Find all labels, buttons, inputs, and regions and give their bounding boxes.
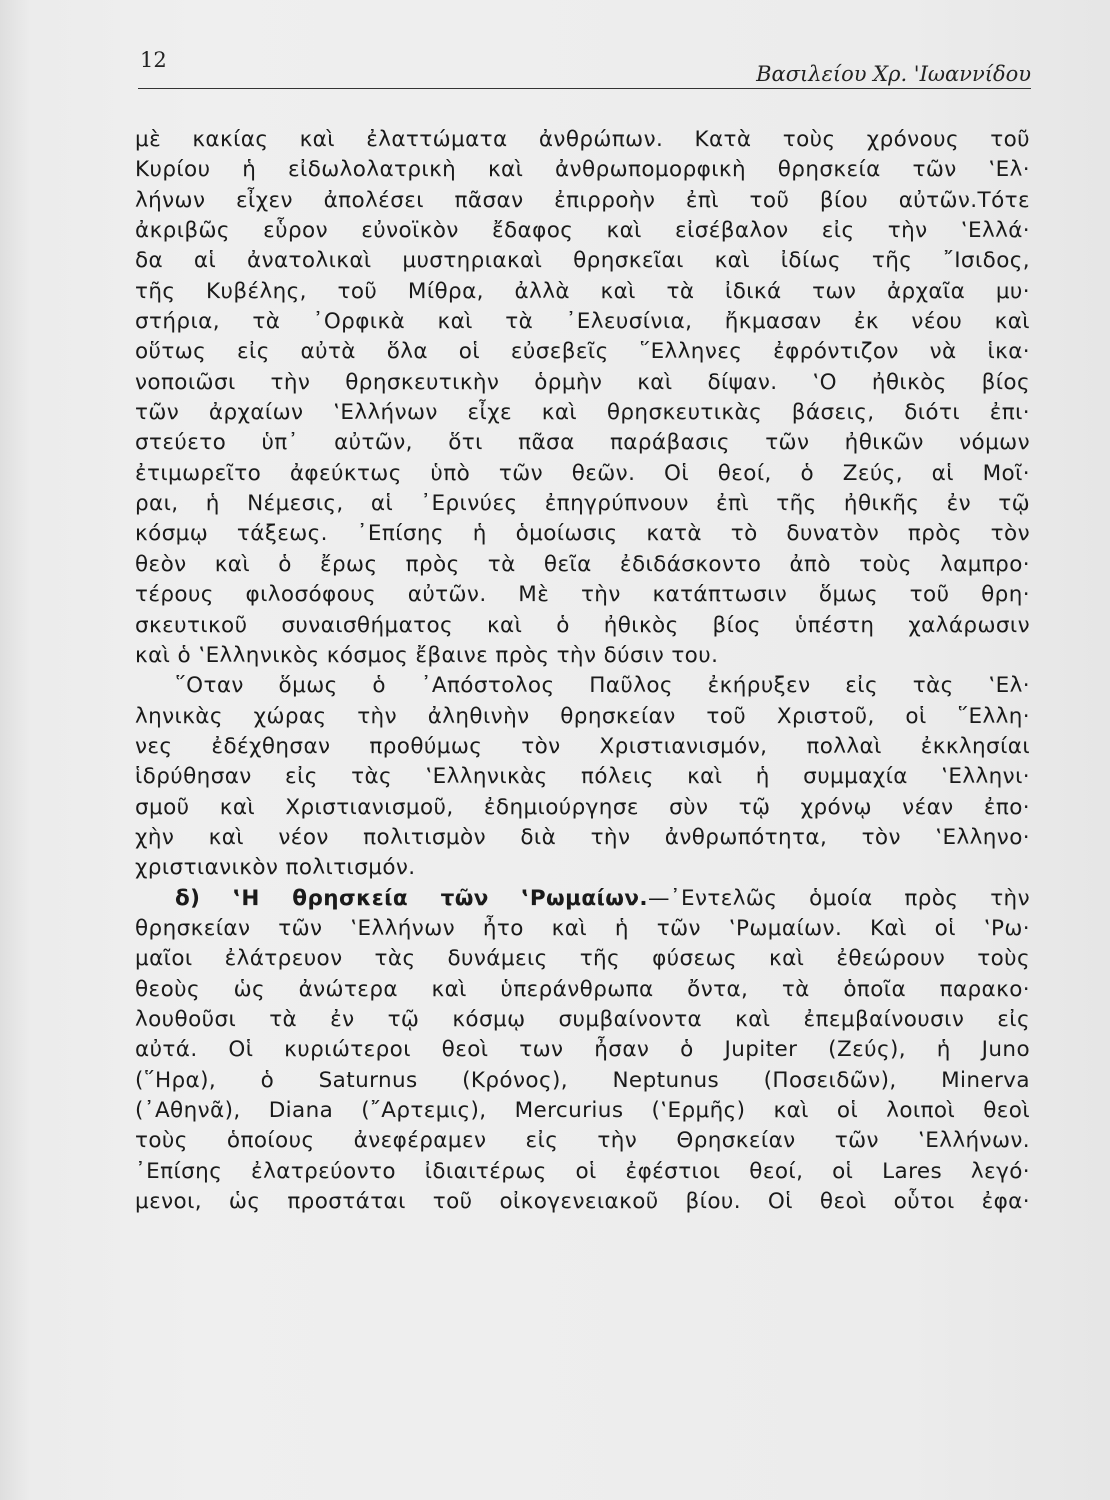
text-line: θεοὺς ὡς ἀνώτερα καὶ ὑπεράνθρωπα ὄντα, τὰ ὁποῖα παρακο· (135, 976, 1030, 1002)
text-line: νες ἐδέχθησαν προθύμως τὸν Χριστιανισμόν, πολλαὶ ἐκκλησίαι (135, 733, 1030, 759)
text-line: δα αἱ ἀνατολικαὶ μυστηριακαὶ θρησκεῖαι καὶ ἰδίως τῆς ῎Ισιδος, (135, 248, 1030, 274)
text-line: (῞Ηρα), ὁ Saturnus (Κρόνος), Neptunus (Ποσειδῶν), Minerva (135, 1067, 1030, 1093)
text-line: τῶν ἀρχαίων ‛Ελλήνων εἶχε καὶ θρησκευτικὰς βάσεις, διότι ἐπι· (135, 400, 1030, 426)
text-line: ραι, ἡ Νέμεσις, αἱ ᾽Ερινύες ἐπηγρύπνουν ἐπὶ τῆς ἠθικῆς ἐν τῷ (135, 491, 1030, 517)
text-line: μενοι, ὡς προστάται τοῦ οἰκογενειακοῦ βίου. Οἱ θεοὶ οὗτοι ἐφα· (135, 1189, 1030, 1215)
text-line: ἀκριβῶς εὗρον εὐνοϊκὸν ἔδαφος καὶ εἰσέβαλον εἰς τὴν ‛Ελλά· (135, 218, 1030, 244)
text-line: σκευτικοῦ συναισθήματος καὶ ὁ ἠθικὸς βίος ὑπέστη χαλάρωσιν (135, 612, 1030, 638)
text-line: στήρια, τὰ ᾽Ορφικὰ καὶ τὰ ᾽Ελευσίνια, ἤκμασαν ἐκ νέου καὶ (135, 309, 1030, 335)
text-line: ληνικὰς χώρας τὴν ἀληθινὴν θρησκείαν τοῦ Χριστοῦ, οἱ ῞Ελλη· (135, 703, 1030, 729)
text-line: θεὸν καὶ ὁ ἔρως πρὸς τὰ θεῖα ἐδιδάσκοντο ἀπὸ τοὺς λαμπρο· (135, 551, 1030, 577)
text-line: στεύετο ὑπ᾽ αὐτῶν, ὅτι πᾶσα παράβασις τῶν ἠθικῶν νόμων (135, 430, 1030, 456)
text-line: χὴν καὶ νέον πολιτισμὸν διὰ τὴν ἀνθρωπότητα, τὸν ‛Ελληνο· (135, 824, 1030, 850)
text-line: τοὺς ὁποίους ἀνεφέραμεν εἰς τὴν Θρησκείαν τῶν ‛Ελλήνων. (135, 1128, 1030, 1154)
text-line: ἱδρύθησαν εἰς τὰς ‛Ελληνικὰς πόλεις καὶ ἡ συμμαχία ‛Ελληνι· (135, 764, 1030, 790)
text-line: μὲ κακίας καὶ ἐλαττώματα ἀνθρώπων. Κατὰ τοὺς χρόνους τοῦ (135, 127, 1030, 152)
running-head: Βασιλείου Χρ. 'Ιωαννίδου (756, 62, 1031, 86)
text-line: Κυρίου ἡ εἰδωλολατρικὴ καὶ ἀνθρωπομορφικὴ θρησκεία τῶν ‛Ελ· (135, 157, 1030, 183)
section-heading-line (135, 884, 1030, 914)
section-rubric: δ) ‛Η θρησκεία τῶν ‛Ρωμαίων. (175, 885, 648, 911)
text-line: λήνων εἶχεν ἀπολέσει πᾶσαν ἐπιρροὴν ἐπὶ τοῦ βίου αὐτῶν.Τότε (135, 187, 1030, 213)
text-line: τῆς Κυβέλης, τοῦ Μίθρα, ἀλλὰ καὶ τὰ ἰδικά των ἀρχαῖα μυ· (135, 278, 1030, 304)
text-line: (᾽Αθηνᾶ), Diana (῎Αρτεμις), Mercurius (‛Ερμῆς) καὶ οἱ λοιποὶ θεοὶ (135, 1098, 1030, 1123)
section-heading-rest: —᾽Εντελῶς ὁμοία πρὸς τὴν (647, 885, 1030, 911)
page-number: 12 (140, 48, 167, 72)
text-line: οὕτως εἰς αὐτὰ ὅλα οἱ εὐσεβεῖς ῞Ελληνες ἐφρόντιζον νὰ ἱκα· (135, 339, 1030, 365)
text-line: θρησκείαν τῶν ‛Ελλήνων ἦτο καὶ ἡ τῶν ‛Ρωμαίων. Καὶ οἱ ‛Ρω· (135, 915, 1030, 941)
text-line: λουθοῦσι τὰ ἐν τῷ κόσμῳ συμβαίνοντα καὶ ἐπεμβαίνουσιν εἰς (135, 1006, 1030, 1032)
body-text (135, 125, 1030, 1217)
text-line: κόσμῳ τάξεως. ᾽Επίσης ἡ ὁμοίωσις κατὰ τὸ δυνατὸν πρὸς τὸν (135, 521, 1030, 547)
page-header (138, 44, 1031, 89)
text-line: αὐτά. Οἱ κυριώτεροι θεοὶ των ἦσαν ὁ Jupiter (Ζεύς), ἡ Juno (135, 1037, 1030, 1063)
text-line: ᾽Επίσης ἐλατρεύοντο ἰδιαιτέρως οἱ ἐφέστιοι θεοί, οἱ Lares λεγό· (135, 1158, 1030, 1184)
text-line: ἐτιμωρεῖτο ἀφεύκτως ὑπὸ τῶν θεῶν. Οἱ θεοί, ὁ Ζεύς, αἱ Μοῖ· (135, 460, 1030, 486)
text-line: καὶ ὁ ‛Ελληνικὸς κόσμος ἔβαινε πρὸς τὴν δύσιν του. (135, 642, 719, 668)
text-line: τέρους φιλοσόφους αὐτῶν. Μὲ τὴν κατάπτωσιν ὅμως τοῦ θρη· (135, 582, 1030, 608)
text-line: χριστιανικὸν πολιτισμόν. (135, 855, 416, 881)
text-line: ῞Οταν ὅμως ὁ ᾽Απόστολος Παῦλος ἐκήρυξεν εἰς τὰς ‛Ελ· (175, 673, 1030, 699)
text-line: μαῖοι ἐλάτρευον τὰς δυνάμεις τῆς φύσεως καὶ ἐθεώρουν τοὺς (135, 946, 1030, 972)
text-line: σμοῦ καὶ Χριστιανισμοῦ, ἐδημιούργησε σὺν τῷ χρόνῳ νέαν ἐπο· (135, 794, 1030, 820)
text-line: νοποιῶσι τὴν θρησκευτικὴν ὁρμὴν καὶ δίψαν. ‛Ο ἠθικὸς βίος (135, 369, 1030, 395)
